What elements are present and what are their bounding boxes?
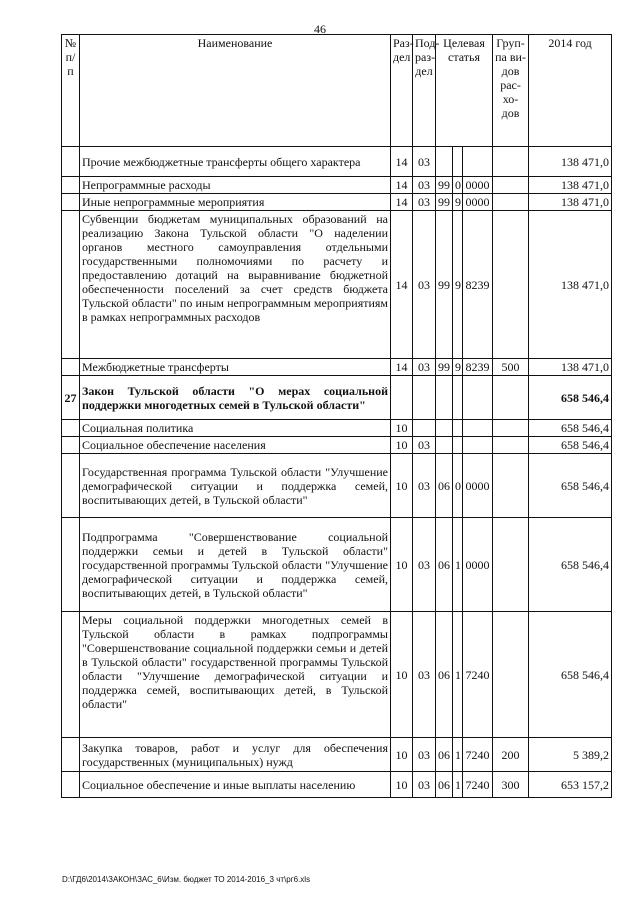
row-expense-group: 300 (493, 772, 529, 798)
row-amount: 138 471,0 (529, 359, 612, 376)
row-razdel: 10 (391, 518, 413, 612)
row-number (62, 518, 80, 612)
row-amount: 658 546,4 (529, 612, 612, 738)
row-target-subprogram (453, 376, 463, 420)
row-expense-group (493, 420, 529, 437)
row-podrazdel: 03 (413, 437, 436, 454)
row-expense-group (493, 194, 529, 211)
row-expense-group (493, 518, 529, 612)
row-target-program: 99 (436, 359, 453, 376)
row-podrazdel: 03 (413, 454, 436, 518)
header-row (62, 35, 612, 147)
table-row (62, 518, 612, 612)
row-name: Иные непрограммные мероприятия (80, 194, 391, 211)
row-amount: 658 546,4 (529, 518, 612, 612)
row-target-program: 99 (436, 177, 453, 194)
row-target-subprogram: 1 (453, 772, 463, 798)
row-target-direction: 8239 (463, 359, 493, 376)
row-name: Межбюджетные трансферты (80, 359, 391, 376)
row-name: Непрограммные расходы (80, 177, 391, 194)
row-target-program: 99 (436, 194, 453, 211)
row-expense-group (493, 437, 529, 454)
row-expense-group (493, 454, 529, 518)
row-target-subprogram: 0 (453, 454, 463, 518)
row-name: Социальное обеспечение населения (80, 437, 391, 454)
row-target-program (436, 420, 453, 437)
row-target-program (436, 437, 453, 454)
row-name: Государственная программа Тульской области "Улучшение демографической ситуации и поддержка семей, воспитывающих детей, в Тульской области" (80, 454, 391, 518)
row-number (62, 194, 80, 211)
table-row (62, 376, 612, 420)
row-amount: 138 471,0 (529, 147, 612, 177)
row-target-subprogram (453, 437, 463, 454)
row-expense-group: 500 (493, 359, 529, 376)
row-target-program: 06 (436, 738, 453, 772)
row-razdel: 14 (391, 211, 413, 359)
row-razdel: 14 (391, 194, 413, 211)
row-podrazdel: 03 (413, 738, 436, 772)
row-target-direction: 8239 (463, 211, 493, 359)
row-target-direction: 0000 (463, 518, 493, 612)
table-row (62, 772, 612, 798)
row-razdel: 10 (391, 612, 413, 738)
header-podrazdel: Под- раз- дел (413, 35, 436, 147)
header-group: Груп- па ви- дов рас- хо- дов (493, 35, 529, 147)
row-podrazdel: 03 (413, 359, 436, 376)
row-target-direction: 7240 (463, 738, 493, 772)
row-target-subprogram (453, 420, 463, 437)
row-name: Меры социальной поддержки многодетных семей в Тульской области в рамках подпрограммы "Совершенствование социальной поддержки семьи и детей в Тульской области" государственной программы Тульской области "Улучшение демографической ситуации и поддержка семей, воспитывающих детей, в Тульской области" (80, 612, 391, 738)
row-razdel: 10 (391, 437, 413, 454)
row-name: Субвенции бюджетам муниципальных образований на реализацию Закона Тульской области "О наделении органов местного самоуправления отдельными государственными полномочиями по расчету и предоставлению дотаций на выравнивание бюджетной обеспеченности поселений за счет средств бюджета Тульской области" по иным непрограммным мероприятиям в рамках непрограммных расходов (80, 211, 391, 359)
row-target-direction: 0000 (463, 194, 493, 211)
header-name: Наименование (80, 35, 391, 147)
row-target-program: 06 (436, 612, 453, 738)
budget-table (61, 34, 612, 798)
row-target-subprogram: 1 (453, 612, 463, 738)
row-target-subprogram: 0 (453, 177, 463, 194)
row-amount: 658 546,4 (529, 376, 612, 420)
row-number (62, 147, 80, 177)
row-name: Закупка товаров, работ и услуг для обеспечения государственных (муниципальных) нужд (80, 738, 391, 772)
row-name: Прочие межбюджетные трансферты общего характера (80, 147, 391, 177)
row-target-direction: 7240 (463, 612, 493, 738)
row-number (62, 612, 80, 738)
table-row (62, 147, 612, 177)
row-target-direction (463, 420, 493, 437)
row-expense-group (493, 211, 529, 359)
row-amount: 138 471,0 (529, 194, 612, 211)
page-number: 46 (314, 22, 326, 36)
row-name: Социальное обеспечение и иные выплаты населению (80, 772, 391, 798)
table-row (62, 211, 612, 359)
row-expense-group (493, 376, 529, 420)
row-number (62, 211, 80, 359)
row-podrazdel: 03 (413, 612, 436, 738)
row-target-direction (463, 147, 493, 177)
header-razdel: Раз- дел (391, 35, 413, 147)
row-expense-group (493, 147, 529, 177)
row-number (62, 420, 80, 437)
row-target-direction: 7240 (463, 772, 493, 798)
row-amount: 658 546,4 (529, 420, 612, 437)
row-podrazdel: 03 (413, 772, 436, 798)
row-target-subprogram: 1 (453, 738, 463, 772)
row-amount: 658 546,4 (529, 437, 612, 454)
row-target-program: 06 (436, 518, 453, 612)
row-podrazdel: 03 (413, 194, 436, 211)
row-amount: 658 546,4 (529, 454, 612, 518)
table-row (62, 454, 612, 518)
row-razdel: 14 (391, 177, 413, 194)
row-target-direction (463, 376, 493, 420)
row-razdel: 10 (391, 772, 413, 798)
row-number (62, 772, 80, 798)
row-target-subprogram: 9 (453, 211, 463, 359)
table-row (62, 177, 612, 194)
row-number (62, 738, 80, 772)
row-number: 27 (62, 376, 80, 420)
row-razdel: 10 (391, 420, 413, 437)
row-target-subprogram: 9 (453, 194, 463, 211)
row-amount: 5 389,2 (529, 738, 612, 772)
row-podrazdel (413, 420, 436, 437)
row-podrazdel: 03 (413, 147, 436, 177)
row-number (62, 359, 80, 376)
row-target-subprogram: 9 (453, 359, 463, 376)
row-expense-group (493, 612, 529, 738)
row-number (62, 177, 80, 194)
row-target-program (436, 376, 453, 420)
table-row (62, 194, 612, 211)
row-amount: 138 471,0 (529, 177, 612, 194)
table-row (62, 437, 612, 454)
row-number (62, 454, 80, 518)
table-row (62, 359, 612, 376)
row-podrazdel: 03 (413, 177, 436, 194)
row-amount: 138 471,0 (529, 211, 612, 359)
row-target-program: 06 (436, 454, 453, 518)
row-number (62, 437, 80, 454)
row-target-program: 99 (436, 211, 453, 359)
row-razdel: 14 (391, 147, 413, 177)
table-row (62, 420, 612, 437)
row-razdel: 10 (391, 738, 413, 772)
row-expense-group (493, 177, 529, 194)
row-razdel: 10 (391, 454, 413, 518)
row-razdel (391, 376, 413, 420)
row-target-direction: 0000 (463, 454, 493, 518)
table-row (62, 612, 612, 738)
row-name: Социальная политика (80, 420, 391, 437)
row-target-subprogram (453, 147, 463, 177)
header-num: № п/ п (62, 35, 80, 147)
row-podrazdel: 03 (413, 518, 436, 612)
row-target-direction: 0000 (463, 177, 493, 194)
file-path-footer: D:\ГД6\2014\ЗАКОН\ЗАС_6\Изм. бюджет ТО 2014-2016_3 чт\рг6.xls (62, 875, 311, 884)
row-name: Подпрограмма "Совершенствование социальной поддержки семьи и детей в Тульской области" государственной программы Тульской области "Улучшение демографической ситуации и поддержка семей, воспитывающих детей, в Тульской области" (80, 518, 391, 612)
table-row (62, 738, 612, 772)
row-amount: 653 157,2 (529, 772, 612, 798)
row-podrazdel (413, 376, 436, 420)
row-target-subprogram: 1 (453, 518, 463, 612)
row-name: Закон Тульской области "О мерах социальной поддержки многодетных семей в Тульской области" (80, 376, 391, 420)
header-year: 2014 год (529, 35, 612, 147)
row-target-direction (463, 437, 493, 454)
row-podrazdel: 03 (413, 211, 436, 359)
header-target: Целевая статья (436, 35, 493, 147)
row-razdel: 14 (391, 359, 413, 376)
row-expense-group: 200 (493, 738, 529, 772)
row-target-program: 06 (436, 772, 453, 798)
row-target-program (436, 147, 453, 177)
